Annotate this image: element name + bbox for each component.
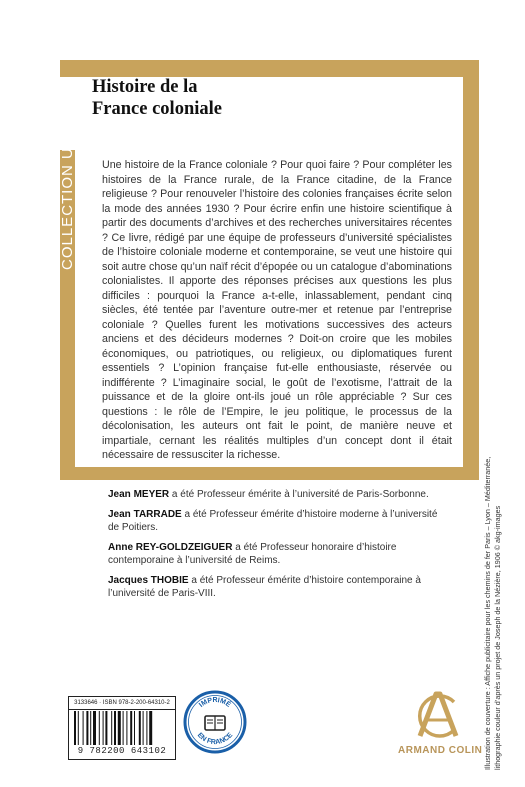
collection-label: COLLECTION U (59, 147, 76, 270)
printed-in-france-seal-icon (183, 690, 247, 754)
author-bio: a été Professeur émérite d’histoire contemporaine à l’université de Paris-VIII. (108, 574, 421, 599)
book-title-line1: Histoire de la (92, 77, 198, 97)
author-name: Jean MEYER (108, 489, 170, 500)
isbn-barcode (68, 696, 176, 760)
seal-top-text: IMPRIMÉ (198, 697, 232, 709)
author-entry (108, 488, 448, 502)
publisher-logo (398, 688, 483, 756)
author-list (108, 488, 448, 607)
cover-credit (483, 456, 503, 770)
back-cover-summary: Une histoire de la France coloniale ? Pour quoi faire ? Pour compléter les histoires de la France rurale, de la France citadine, de la France religieuse ? Pour renouveler l’histoire des colonies françaises écrite selon la mode des années 1930 ? Pour écrire enfin une histoire scientifique à partir des documents d’archives et des recherches universitaires récentes ? Ce livre, rédigé par une équipe de professeurs d’université spécialistes de l’histoire coloniale moderne et contemporaine, se veut une histoire qui soit autre chose qu’un naïf récit d’épopée ou un catalogue d’abominations colonialistes. Il apporte des réponses précises aux questions les plus difficiles : pourquoi la France a-t-elle, inlassablement, pendant cinq siècles, été tentée par l’aventure outre-mer et retenue par l’entreprise coloniale ? Quelles furent les motivations successives des acteurs anciens et des décideurs modernes ? Doit-on croire que les mobiles économiques, ou patriotiques, ou religieux, ou diplomatiques furent essentiels ? L’opinion française fut-elle enthousiaste, réservée ou indifférente ? L’imaginaire social, le goût de l’exotisme, l’attrait de la puissance et de la gloire ont-ils joué un rôle appréciable ? Sur ces questions : le rôle de l’Empire, le jeu politique, le processus de la décolonisation, les auteurs ont fait le point, de manière neuve et impartiale, cernant les réalités multiples d’un concept dont il était nécessaire de ressusciter la richesse. (102, 159, 452, 461)
barcode-icon (74, 711, 170, 745)
author-bio: a été Professeur émérite à l’université de Paris-Sorbonne. (169, 489, 429, 500)
cover-credit-line2: lithographie couleur d’après un projet de Joseph de la Nézière, 1906 © akg-images (493, 505, 502, 770)
author-entry (108, 541, 448, 568)
seal-bottom-text: EN FRANCE (195, 731, 235, 747)
barcode-number: 9 782200 643102 (77, 746, 167, 756)
publisher-name: ARMAND COLIN (398, 745, 483, 756)
author-bio: a été Professeur honoraire d’histoire contemporaine à l’université de Reims. (108, 541, 397, 566)
author-name: Jacques THOBIE (108, 574, 189, 586)
author-bio: a été Professeur émérite d’histoire moderne à l’université de Poitiers. (108, 508, 438, 533)
author-entry (108, 508, 448, 535)
isbn-text: 3133646 · ISBN 978-2-200-64310-2 (69, 697, 175, 710)
book-title (92, 76, 292, 120)
author-name: Jean TARRADE (108, 508, 182, 520)
cover-credit-line1: Illustration de couverture : Affiche publicitaire pour les chemins de fer Paris – Lyon – Méditerranée, (483, 456, 492, 770)
author-name: Anne REY-GOLDZEIGUER (108, 541, 233, 553)
publisher-monogram-icon (410, 688, 466, 740)
author-entry (108, 574, 448, 601)
book-title-line2: France coloniale (92, 99, 222, 119)
